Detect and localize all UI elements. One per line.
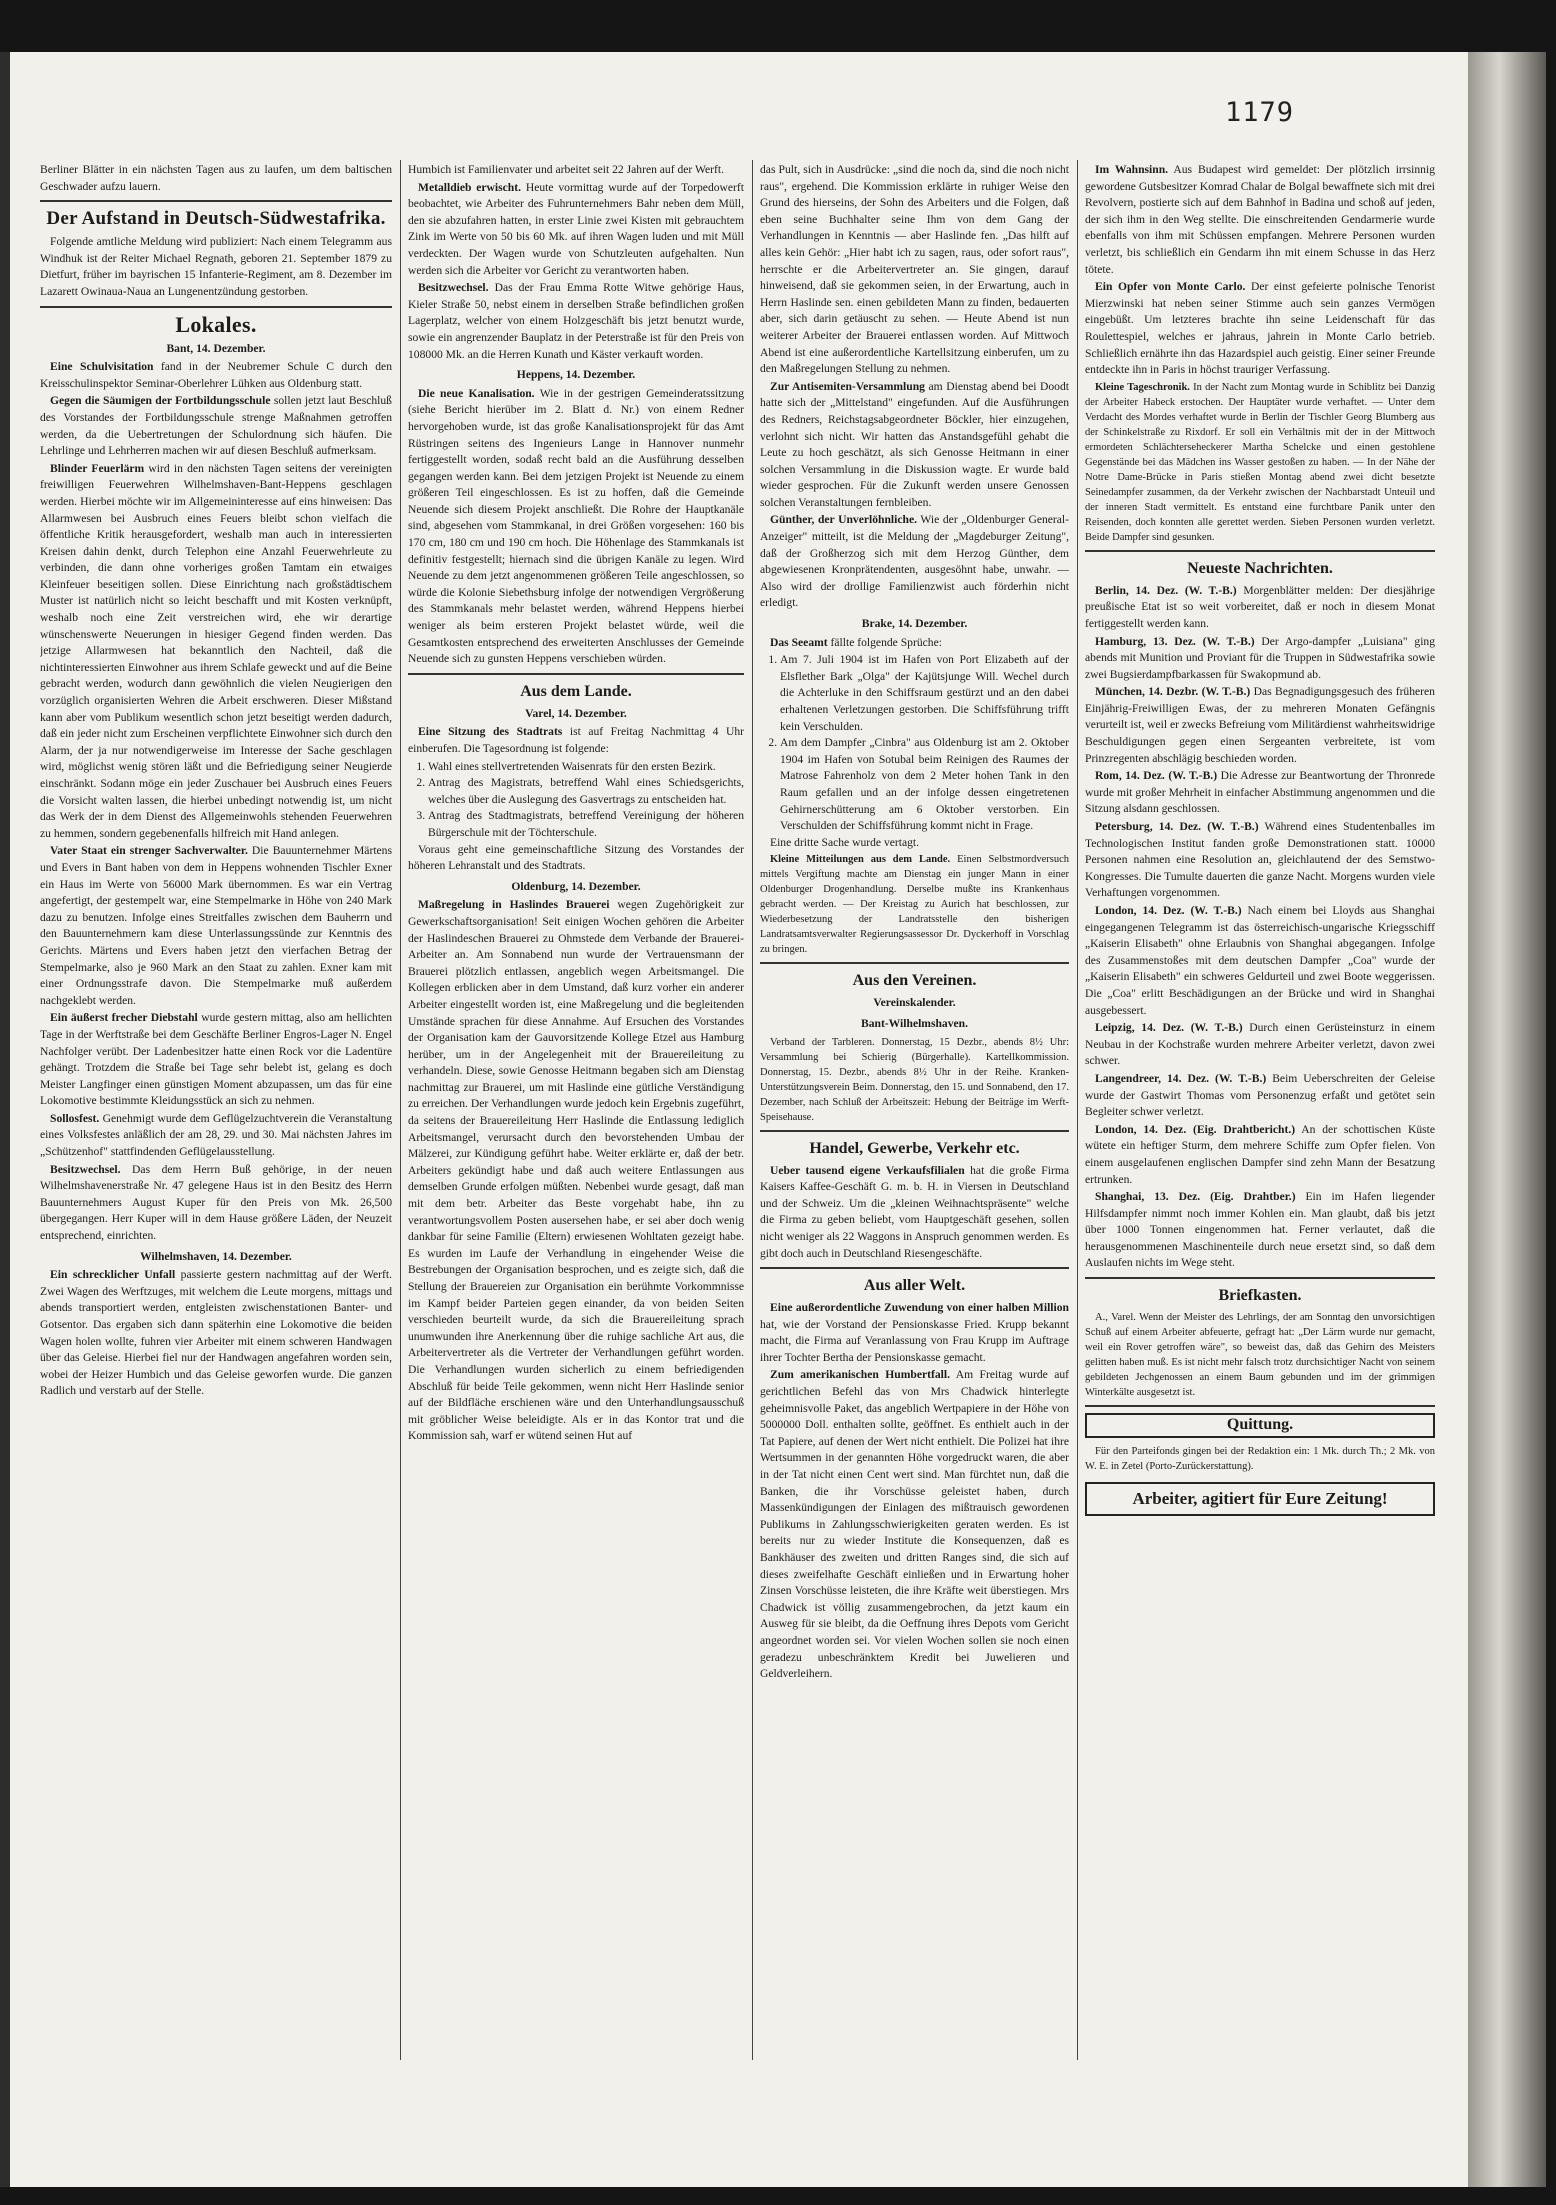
list-item: 3. Antrag des Stadtmagistrats, betreffend Vereinigung der höheren Bürgerschule mit der Töchterschule. — [428, 808, 744, 841]
list-item: 1. Wahl eines stellvertretenden Waisenrats für den ersten Bezirk. — [428, 759, 744, 776]
article-fortbildungsschule: Gegen die Säumigen der Fortbildungsschule sollen jetzt laut Beschluß des Vorstandes der Fortbildungsschule strenge Maßnahmen getroffen werden, da die Uebertretungen der Schulordnung sich häufen. Die Lehrlinge und Lehrherren machen wir auf diesen Beschluß aufmerksam. — [40, 394, 392, 458]
briefkasten-text: A., Varel. Wenn der Meister des Lehrlings, der am Sonntag den unvorsichtigen Schuß auf einem Arbeiter abfeuerte, gefragt hat: „Der Lärm wurde nur gemacht, weil ein Rover getroffen wäre", so beweist das, daß das Gehirn des Meisters gelitten haben muß. Es ist nicht mehr falsch trotz durchsichtiger Nacht von seinem gebildeten Jechgenossen an einem Baum gebunden und im der grimmigen Winterkälte ausgesetzt ist. — [1085, 1312, 1435, 1399]
column-rule — [400, 160, 401, 2060]
heading-quittung: Quittung. — [1085, 1413, 1435, 1438]
column-3 — [760, 162, 1069, 2062]
news-petersburg: Petersburg, 14. Dez. (W. T.-B.) Während eines Studentenballes im Technologischen Institut fanden große Demonstrationen statt. 10000 Personen nahmen eine Resolution an, gleichlautend der des Semstwo-Kongresses. Die Tumulte dauerten die ganze Nacht. Morgens wurden viele Verhaftungen vorgenommen. — [1085, 820, 1435, 900]
dateline-brake: Brake, 14. Dezember. — [861, 617, 968, 631]
dateline-wilhelmshaven: Wilhelmshaven, 14. Dezember. — [140, 1249, 292, 1263]
article-krupp: Eine außerordentliche Zuwendung von einer halben Million hat, wie der Vorstand der Pensionskasse Fried. Krupp bekannt macht, die Firma auf Veranlassung von Frau Krupp im Auftrage ihrer Tochter Bertha der Pensionskasse gemacht. — [760, 1301, 1069, 1364]
news-shanghai: Shanghai, 13. Dez. (Eig. Drahtber.) Ein im Hafen liegender Hilfsdampfer nimmt noch immer Kohlen ein. Man glaubt, daß bis jetzt über 1000 Tonnen eingenommen hat. Ferner verlautet, daß die herausgenommenen Maschinenteile durch neue ersetzt sind, so daß dem Auslaufen nichts im Wege steht. — [1085, 1190, 1435, 1270]
article-besitzwechsel: Besitzwechsel. Das dem Herrn Buß gehörige, in der neuen Wilhelmshavenerstraße Nr. 47 gelegene Haus ist in den Besitz des Herrn Bauunternehmers August Kuper für den Preis von Mk. 26,500 übergegangen. Herr Kuper will in dem Hause größere Läden, der Neuzeit entsprechend, einrichten. — [40, 1162, 392, 1243]
article-volksfest: Sollosfest. Genehmigt wurde dem Geflügelzuchtverein die Veranstaltung eines Volksfestes anläßlich der am 28, 29. und 30. Mai nächsten Jahres im „Schützenhof" stattfindenden Geflügelausstellung. — [40, 1111, 392, 1159]
list-item: 2. Antrag des Magistrats, betreffend Wahl eines Schiedsgerichts, welches über die Auslegung des Gasvertrags zu entscheiden hat. — [428, 775, 744, 808]
article-stadtrat: Eine Sitzung des Stadtrats ist auf Freitag Nachmittag 4 Uhr einberufen. Die Tagesordnung ist folgende: — [408, 725, 744, 755]
article-feuerlaerm: Blinder Feuerlärm wird in den nächsten Tagen seitens der vereinigten freiwilligen Feuerwehren Wilhelmshaven-Bant-Heppens geschlagen werden. Hierbei möchte wir im Allgemeininteresse auf eins hinweisen: Das Allarmwesen bei Ausbruch eines Feuers bleibt schon vielfach die öffentliche Kritik herausgefordert, weshalb man auch in interessierten Kreisen dahin denkt, durch Telephon eine Anzahl Feuerwehrleute zu verbinden, die dann ohne vorheriges großen Tamtam ein etwaiges Kleinfeuer beseitigen sollen. Diese Einrichtung nach großstädtischem Muster ist natürlich nicht so leicht beschafft und mit Kosten verknüpft, weshalb noch eine Zeit verstreichen wird, ehe wir derartige wünschenswerte Neuerungen in hiesiger Gegend finden werden. Das jetzige Allarmwesen hat bekanntlich den Nachteil, daß die nichtinteressierten Einwohner aus ihrem Schlafe geweckt und auf die Beine gebracht werden, wodurch dann gewöhnlich die vielen Neugierigen den vorzüglich organisierten Wehren die Arbeit erschweren. Dieser Mißstand kann aber vom Publikum wesentlich schon jetzt beseitigt werden dadurch, daß ein jeder nicht zum Erscheinen verpflichtete Einwohner sich durch den Alarm, der ja nur notwendigerweise im Interesse der Sache geschlagen wird, möglichst wenig stören läßt und die Befriedigung seiner Neugierde einschränkt. Sodann möge ein jeder Zuschauer bei Ausbruch eines Feuers die Vorsicht walten lassen, die hierbei unbedingt notwendig ist, um nicht das Werk der in dem Dienst des Allgemeinwohls stehenden Feuerwehren zu hemmen, sondern gegebenenfalls hilfreich mit Hand anlegen. — [40, 461, 392, 840]
heading-lokales: Lokales. — [175, 311, 257, 337]
heading-aus-den-vereinen: Aus den Vereinen. — [852, 972, 977, 990]
intro-text: Berliner Blätter in ein nächsten Tagen aus zu laufen, um dem baltischen Geschwader aufzu lauern. — [40, 163, 392, 193]
article-stadtrat-note: Voraus geht eine gemeinschaftliche Sitzung des Vorstandes der höheren Lehranstalt und des Stadtrats. — [408, 842, 744, 873]
article-besitzwechsel-2: Besitzwechsel. Das der Frau Emma Rotte Witwe gehörige Haus, Kieler Straße 50, nebst einem in derselben Straße befindlichen großen Lagerplatz, welcher von einem Holzgeschäft bis jetzt benutzt wurde, sowie ein angrenzender Bauplatz in der Peterstraße ist für den Preis von 108000 Mk. an die Herren Kunath und Käster verkauft worden. — [408, 281, 744, 361]
list-item: 1. Am 7. Juli 1904 ist im Hafen von Port Elizabeth auf der Elsflether Bark „Olga" der Kajütsjunge Will. Wechel durch die Achterluke in den Schiffsraum gestürzt und an den dabei erhaltenen Verletzungen gestorben. Die Schiffsführung trifft kein Verschulden. — [780, 652, 1069, 735]
article-massregelung: Maßregelung in Haslindes Brauerei wegen Zugehörigkeit zur Gewerkschaftsorganisation! Seit einigen Wochen gehören die Arbeiter der Haslindeschen Brauerei zu Ohmstede dem Verbande der Brauerei-Arbeiter an. Am Sonnabend nun wurde der Vertrauensmann der Brauerei plötzlich entlassen, angeblich wegen Arbeitsmangel. Die Kollegen erblicken aber in dem Umstand, daß kurz vorher ein anderer Arbeiter eingestellt worden ist, eine Maßregelung und die begleitenden Umstände sprachen für diese Annahme. Auf Ersuchen des Vorstandes der Organisation kam der Gauvorsitzende Kollege Etzel aus Hamburg herüber, um in der Angelegenheit mit der Brauereileitung zu verhandeln. Diese, sowie Genosse Heitmann begaben sich am Dienstag nachmittag zur Brauerei, um mit Haslinde eine gütliche Verständigung zu erreichen. Der Verhandlungen wurde jedoch kein Ergebnis zugeführt, da seitens der Brauereileitung Herr Haslinde die Entlassung lediglich Arbeitsmangel, verursacht durch den bevorstehenden Umbau der Mälzerei, zur Kündigung geführt habe. Weiter erklärte er, daß der betr. Arbeiters gekündigt habe und daß auch weitere Entlassungen aus demselben Grunde erfolgen müßten. Nebenbei wurde gesagt, daß man mit dem betr. Arbeiter das Beste vorgehabt habe, ihn zu verantwortungsvollem Posten ausersehen habe, er sei aber doch wenig dankbar für seine Familie (Eltern) erwiesenen Wohltaten gezeigt habe. Es wurden im Laufe der Verhandlung in eingehender Weise die Bestrebungen der Organisation besprochen, und es zeigte sich, daß die Stellung der Brauereien zur Organisation ein berühmte Vorkommnisse im Kampf beider Parteien gegen einander, da von beiden Seiten verschieden beurteilt wurde, da sich die Brauereileitung sprach unumwunden ihre Anerkennung über die ruhige sachliche Art aus, die Arbeitervertreter als die Vertreter der Verhandlungen geführt worden. Die Verhandlungen wurden sicherlich zu einem befriedigenden Abschluß für beide Teile gekommen, wenn nicht Herr Haslinde senior auf der Bildfläche erschienen wäre und den Unterhandlungsausschuß mit gröblicher Weise beleidigte. Als er in das Kontor trat und die Kommission sah, warf er wütend seinen Hut auf — [408, 898, 744, 1443]
news-london: London, 14. Dez. (W. T.-B.) Nach einem bei Lloyds aus Shanghai eingegangenen Telegramm ist das österreichisch-ungarische Kriegsschiff „Kaiserin Elisabeth" ohne Erlaubnis von Shanghai abgegangen. Infolge des Zusammenstoßes mit dem deutschen Dampfer „Coa" wurde der „Kaiserin Elisabeth" ein schweres Geldurteil und zwei Boote weggerissen. Die „Coa" erlitt Beschädigungen an der Brücke und wird in Shanghai ausgebessert. — [1085, 904, 1435, 1017]
dateline-oldenburg: Oldenburg, 14. Dezember. — [511, 879, 641, 893]
article-wahnsinn: Im Wahnsinn. Aus Budapest wird gemeldet: Der plötzlich irrsinnig gewordene Gutsbesitzer Komrad Chalar de Bolgal bewaffnete sich mit drei Revolvern, postierte sich auf dem Bahnhof in Badina und schoß auf jeden, der sich ihm in den Weg stellte. Die einschreitenden Gendarmerie wurde ebenfalls von ihm mit Schüssen empfangen. Mehrere Personen wurden verletzt, bis schließlich ein Gendarm ihn mit einem Schusse in das Herz tötete. — [1085, 163, 1435, 276]
heading-handel: Handel, Gewerbe, Verkehr etc. — [809, 1139, 1020, 1157]
dateline-varel: Varel, 14. Dezember. — [525, 706, 627, 720]
vereinskalender-place: Bant-Wilhelmshaven. — [860, 1016, 969, 1030]
news-london-2: London, 14. Dez. (Eig. Drahtbericht.) An der schottischen Küste wütete ein heftiger Sturm, dem mehrere Schiffe zum Opfer fielen. Von einem ausgelaufenen englischen Dampfer sind zehn Mann der Besatzung ertrunken. — [1085, 1122, 1435, 1186]
news-rom: Rom, 14. Dez. (W. T.-B.) Die Adresse zur Beantwortung der Thronrede wurde mit großer Mehrheit in einfacher Abstimmung angenommen und die Sitzung alsdann geschlossen. — [1085, 769, 1435, 816]
verdict-list — [760, 652, 1069, 835]
article-seeamt: Das Seeamt fällte folgende Sprüche: — [770, 635, 942, 649]
article-schulvisitation: Eine Schulvisitation fand in der Neubremer Schule C durch den Kreisschulinspektor Seminar-Oberlehrer Lühken aus Oldenburg statt. — [40, 360, 392, 390]
article-monte-carlo: Ein Opfer von Monte Carlo. Der einst gefeierte polnische Tenorist Mierzwinski hat neben seiner Stimme auch sein ganzes Vermögen eingebüßt. Um letzteres brachte ihn seine Leidenschaft für das Roulettespiel, welches er jahraus, jahrein in Monte Carlo betrieb. Schließlich ernährte ihn das Hazardspiel auch geistig. Einer seiner Freunde entdeckte ihn in Paris in höchst trauriger Verfassung. — [1085, 280, 1435, 377]
vereinskalender-text: Verband der Tarbleren. Donnerstag, 15 Dezbr., abends 8½ Uhr: Versammlung bei Schierig (Bürgerhalle). Kartellkommission. Donnerstag, 15. Dezbr., abends 8½ Uhr in der Reihe. Kranken-Unterstützungsverein Beim. Donnerstag, den 15. und Sonnabend, den 17. Dezember, nach Schluß der Arbeitszeit: Hebung der Beiträge im Werft-Speisehause. — [760, 1036, 1069, 1123]
article-antisemiten: Zur Antisemiten-Versammlung am Dienstag abend bei Doodt hatte sich der „Mittelstand" eingefunden. Auf die Ausführungen des Redners, Reichstagsabgeordneter Böckler, hier einzugehen, verlohnt sich nicht. Wir hatten das Anstandsgefühl gehabt die Leute zu hoch geschätzt, als sich Genosse Heitmann in einer solchen Versammlung in die Diskussion wagte. Er wurde bald wieder gesprochen. Für die Zukunft werden unsere Genossen solchen Veranstaltungen fernbleiben. — [760, 379, 1069, 509]
article-seeamt-note: Eine dritte Sache wurde vertagt. — [770, 835, 920, 849]
quittung-text: Für den Parteifonds gingen bei der Redaktion ein: 1 Mk. durch Th.; 2 Mk. von W. E. in Zetel (Porto-Zurückerstattung). — [1085, 1445, 1435, 1472]
article-aufstand: Folgende amtliche Meldung wird publiziert: Nach einem Telegramm aus Windhuk ist der Reiter Michael Regnath, geboren 21. September 1879 zu Dietfurt, früher im bayrischen 15 Infanterie-Regiment, am 8. Dezember im Lazarett Owinaua-Naua an Lungenentzündung gestorben. — [40, 235, 392, 298]
article-unfall: Ein schrecklicher Unfall passierte gestern nachmittag auf der Werft. Zwei Wagen des Werftzuges, mit welchem die Leute morgens, mittags und abends transportiert werden, entgleisten zwischenstationen Banter- und Gotsentor. Das ergaben sich dann späterhin eine Lokomotive die beiden Wagen holen wollte, fuhren vier Arbeiter mit einem schweren Handwagen über das Geleise. Hierbei fiel nur der Handwagen angefahren worden sein, wobei der Heizer Humbich und das Geleise geworfen wurde. Die ganzen Radlich und verstarb auf der Stelle. — [40, 1268, 392, 1398]
news-leipzig: Leipzig, 14. Dez. (W. T.-B.) Durch einen Gerüsteinsturz in einem Neubau in der Kochstraße wurden mehrere Arbeiter verletzt, davon zwei schwer. — [1085, 1021, 1435, 1068]
article-tageschronik: Kleine Tageschronik. In der Nacht zum Montag wurde in Schiblitz bei Danzig der Arbeiter Habeck erstochen. Der Hauptäter wurde verhaftet. — Unter dem Verdacht des Mordes verhaftet wurde in Berlin der Tischler Georg Blumberg aus der Schinkelstraße zu Rixdorf. Er soll ein Verhältnis mit der in der Mittwoch ermordeten Schlächterseheckerer Martha Schelcke und einen gestohlene Gegenstände bei das Mädchen ins Wasser gestoßen zu haben. — In der Nähe der Notre Dame-Brücke in Paris stießen Montag abend zwei dicht besetzte Seinedampfer zusammen, da der Verkehr zwischen der Nachbarstadt Unteuil und der inneren Stadt vermittelt. Es entstand eine furchtbare Panik unter den Reisenden, doch konnten alle gerettet werden. Sieben Personen wurden verletzt. Beide Dampfer sind gesunken. — [1085, 381, 1435, 543]
article-guenther: Günther, der Unverlöhnliche. Wie der „Oldenburger General-Anzeiger" mitteilt, ist die Meldung der „Magdeburger Zeitung", daß der Großherzog sich mit dem Herzog Günther, dem abgewiesenen Kronprätendenten, ausgesöhnt habe, unwahr. — Also wird der drollige Familienzwist auch förderhin nicht erledigt. — [760, 513, 1069, 610]
article-kanalisation: Die neue Kanalisation. Wie in der gestrigen Gemeinderatssitzung (siehe Bericht hierüber im 2. Blatt d. Nr.) von einem Redner hervorgehoben wurde, ist das große Kanalisationsprojekt für das Amt Rüstringen seitens des Ingenieurs Lange in Hannover nunmehr fertiggestellt worden, sodaß recht bald an die Ausführung desselben gegangen werden kann. Bei dem jetzigen Projekt ist Neuende zu einem größeren Teil eingeschlossen. Es ist zu hoffen, daß die Gemeinde Neuende sich diesem Projekt anschließt. Die Rohre der Hauptkanäle sind, abgesehen vom Stammkanal, in drei Größen vorgesehen: 160 bis 170 cm, 180 cm und 190 cm hoch. Die Höhenlage des Stammkanals ist definitiv festgestellt; hiernach sind die übrigen Kanäle zu legen. Wird Neuende zu dem jetzt angenommenen größeren Teile angeschlossen, so würde die Kolonie Siebethsburg infolge der notwendigen Vergrößerung des Stammkanals mehr belastet werden, während Heppens hierbei weniger als beim ersteren Projekt belastet würde, weil die Gesamtkosten entsprechend des erweiterten Anschlusses der Gemeinde Neuende sich zu gunsten Heppens verschieben würden. — [408, 386, 744, 666]
news-hamburg: Hamburg, 13. Dez. (W. T.-B.) Der Argo-dampfer „Luisiana" ging abends mit Munition und Proviant für die Truppen in Südwestafrika sowie zwei Bugsierdampfbarkassen für Swakopmund ab. — [1085, 634, 1435, 681]
column-rule — [752, 160, 753, 2060]
column-1 — [40, 162, 392, 2062]
article-continuation: Humbich ist Familienvater und arbeitet seit 22 Jahren auf der Werft. — [408, 163, 724, 176]
page-number: 1179 — [1225, 97, 1295, 128]
news-langendreer: Langendreer, 14. Dez. (W. T.-B.) Beim Ueberschreiten der Geleise wurde der Gastwirt Thomas vom Personenzug erfaßt und getötet sein Begleiter schwer verletzt. — [1085, 1071, 1435, 1119]
column-4 — [1085, 162, 1435, 2062]
heading-briefkasten: Briefkasten. — [1218, 1287, 1302, 1305]
heading-aus-dem-lande: Aus dem Lande. — [520, 682, 632, 700]
column-2 — [408, 162, 744, 2062]
heading-aufstand: Der Aufstand in Deutsch-Südwestafrika. — [46, 208, 386, 230]
article-diebstahl: Ein äußerst frecher Diebstahl wurde gestern mittag, also am hellichten Tage in der Werftstraße bei dem Geschäfte Berliner Engros-Lager N. Engel Nachfolger verübt. Der Ladenbesitzer hatte einen Rock vor die Ladentüre gehängt. Trotzdem die Straße bei Tage sehr belebt ist, gelang es doch Meister Langfinger einen günstigen Moment abzupassen, um das für eine Lokomotive bestimmte Kleidungsstück an sich zu nehmen. — [40, 1011, 392, 1108]
column-rule — [1077, 160, 1078, 2060]
article-kaisers-kaffee: Ueber tausend eigene Verkaufsfilialen hat die große Firma Kaisers Kaffee-Geschäft G. m. b. H. in Viersen in Deutschland und der Schweiz. Um die „kleinen Weihnachtspräsente" welche die Firma zu geben beliebt, vom Hauptgeschäft gesehen, sollen nicht weniger als 22 Waggons in Anspruch genommen werden. Es gibt doch auch in Deutschland Riesengeschäfte. — [760, 1163, 1069, 1260]
dateline-bant: Bant, 14. Dezember. — [166, 341, 266, 355]
heading-aus-aller-welt: Aus aller Welt. — [863, 1277, 966, 1295]
news-muenchen: München, 14. Dezbr. (W. T.-B.) Das Begnadigungsgesuch des früheren Einjährig-Freiwilligen Ewas, der zu mehreren Monaten Gefängnis verurteilt ist, weil er zwecks Befreiung vom Militärdienst wahrheitswidrige Beschuldigungen gegen einen Sergeanten verbreitete, ist vom Prinzregenten abschlägig beschieden worden. — [1085, 685, 1435, 765]
heading-neueste-nachrichten: Neueste Nachrichten. — [1187, 559, 1333, 577]
article-metalldieb: Metalldieb erwischt. Heute vormittag wurde auf der Torpedowerft beobachtet, wie Arbeiter des Fuhrunternehmers Bahr neben dem Müll, den sie abzufahren hatten, in erster Linie zwei Kisten mit gebrauchtem Zink im Werte von 50 bis 60 Mk. auf ihren Wagen luden und mit Müll verdeckten. Der Wagen wurde von Schutzleuten aufgehalten. Nun werden sich die Arbeiter vor Gericht zu verantworten haben. — [408, 180, 744, 277]
list-item: 2. Am dem Dampfer „Cinbra" aus Oldenburg ist am 2. Oktober 1904 im Hafen von Sotubal beim Reinigen des Raumes der Matrose Fahrenholz von dem 2 Meter hohen Tank in den Raum gefallen und an der infolge dessen eingetretenen Gehirnerschütterung am 6 Oktober verstorben. Ein Verschulden der Schiffsführung kommt nicht in Frage. — [780, 735, 1069, 835]
news-berlin: Berlin, 14. Dez. (W. T.-B.) Morgenblätter melden: Der diesjährige preußische Etat ist so weit vorbereitet, daß er noch in diesem Monat fertiggestellt werden kann. — [1085, 583, 1435, 630]
article-sachverwalter: Vater Staat ein strenger Sachverwalter. Die Bauunternehmer Märtens und Evers in Bant haben von dem in Heppens wohnenden Tischler Exner ein Haus im Werte von 56000 Mark übernommen. Es war ein Vertrag angefertigt, der gestempelt war, eine Stempelmarke in Höhe von 240 Mark dazu zu benutzen. Infolge eines Streitfalles zwischen dem Bauherrn und den Bauunternehmern kam diese Unterlassungssünde zur Kenntnis des Gerichts. Märtens und Evers haben jetzt den vierfachen Betrag der Stempelmarke, also je 960 Mark an den Staat zu zahlen. Exner kam mit einer Ordnungsstrafe davon. Die Stempelmarke muß außerdem nachgeklebt werden. — [40, 844, 392, 1007]
right-page-edge — [1468, 52, 1546, 2187]
heading-vereinskalender: Vereinskalender. — [873, 996, 956, 1010]
dateline-heppens: Heppens, 14. Dezember. — [516, 368, 636, 382]
agenda-list — [408, 759, 744, 842]
article-kleine-mitteilungen: Kleine Mitteilungen aus dem Lande. Einen Selbstmordversuch mittels Vergiftung machte am Dienstag ein junger Mann in einer Oldenburger Drogenhandlung. Derselbe mußte ins Krankenhaus gebracht werden. — Der Kreistag zu Aurich hat beschlossen, zur Wiederbesetzung der Landratsstelle den bisherigen Landratsamtsverwalter Regierungsassessor Dr. Dyckerhoff in Vorschlag zu bringen. — [760, 854, 1069, 956]
article-humbertfall: Zum amerikanischen Humbertfall. Am Freitag wurde auf gerichtlichen Befehl das von Mrs Chadwick hinterlegte geheimnisvolle Paket, das angeblich Wertpapiere in der Höhe von 5000000 Doll. enthalten sollte, geöffnet. Es enthielt auch in der Tat Papiere, auf denen der Wert nicht enthielt. Die Polizei hat ihre Wertsummen in der genannten Höhe vorgedruckt waren, die aber in der Tat nicht einen Cent wert sind. Man fürchtet nun, daß die Banken, die ihr Vorschüsse geleistet haben, durch Massenkündigungen der Einlagen des mißtrauisch gewordenen Publikums in Zahlungsschwierigkeiten geraten werden. Es ist bereits nur zu wieder Institute die Konsequenzen, daß es Bankhäuser des zweiten und dritten Ranges sind, die sich auf dieses zweifelhafte Geschäft einließen und in Erwartung hoher Zinsen Vorschüsse leisteten, die ihre Kräfte weit überstiegen. Mrs Chadwick ist völlig zusammengebrochen, da jetzt kaum ein Ausweg für sie bleibt, da die Oeffnung ihres Depots vom Gericht angeordnet worden sei. Vor vielen Wochen sollen sie noch einen geradezu unbeschränktem Kredit bei Juwelieren und Geldverleihern. — [760, 1368, 1069, 1681]
article-continuation: das Pult, sich in Ausdrücke: „sind die noch da, sind die noch nicht raus", ergehend. Die Kommission erklärte in ruhiger Weise den Grund des hierseins, der Sohn des Arbeiters und die Folgen, daß eben seine Buchhalter seine Ihm von dem Gang der Verhandlungen in Kenntnis — aber Haslinde fen. „Das hilft auf alles kein Gehör: „Hier habt ich zu sagen, raus, oder sofort raus", herrschte er die Arbeitervertreter an. Sie gingen, darauf hinweisend, daß sie gekommen seien, in der Erwartung, auch in Herrn Haslinde sen. einen gebildeten Mann zu finden, bedauerten aber, sich darin getäuscht zu sehen. — Heute Abend ist nun weiterer Arbeiter der Brauerei entlassen worden. Auf Mittwoch Abend ist eine außerordentliche Kartellsitzung einberufen, um zu den Maßregelungen Stellung zu nehmen. — [760, 163, 1069, 376]
slogan-box: Arbeiter, agitiert für Eure Zeitung! — [1085, 1482, 1435, 1516]
